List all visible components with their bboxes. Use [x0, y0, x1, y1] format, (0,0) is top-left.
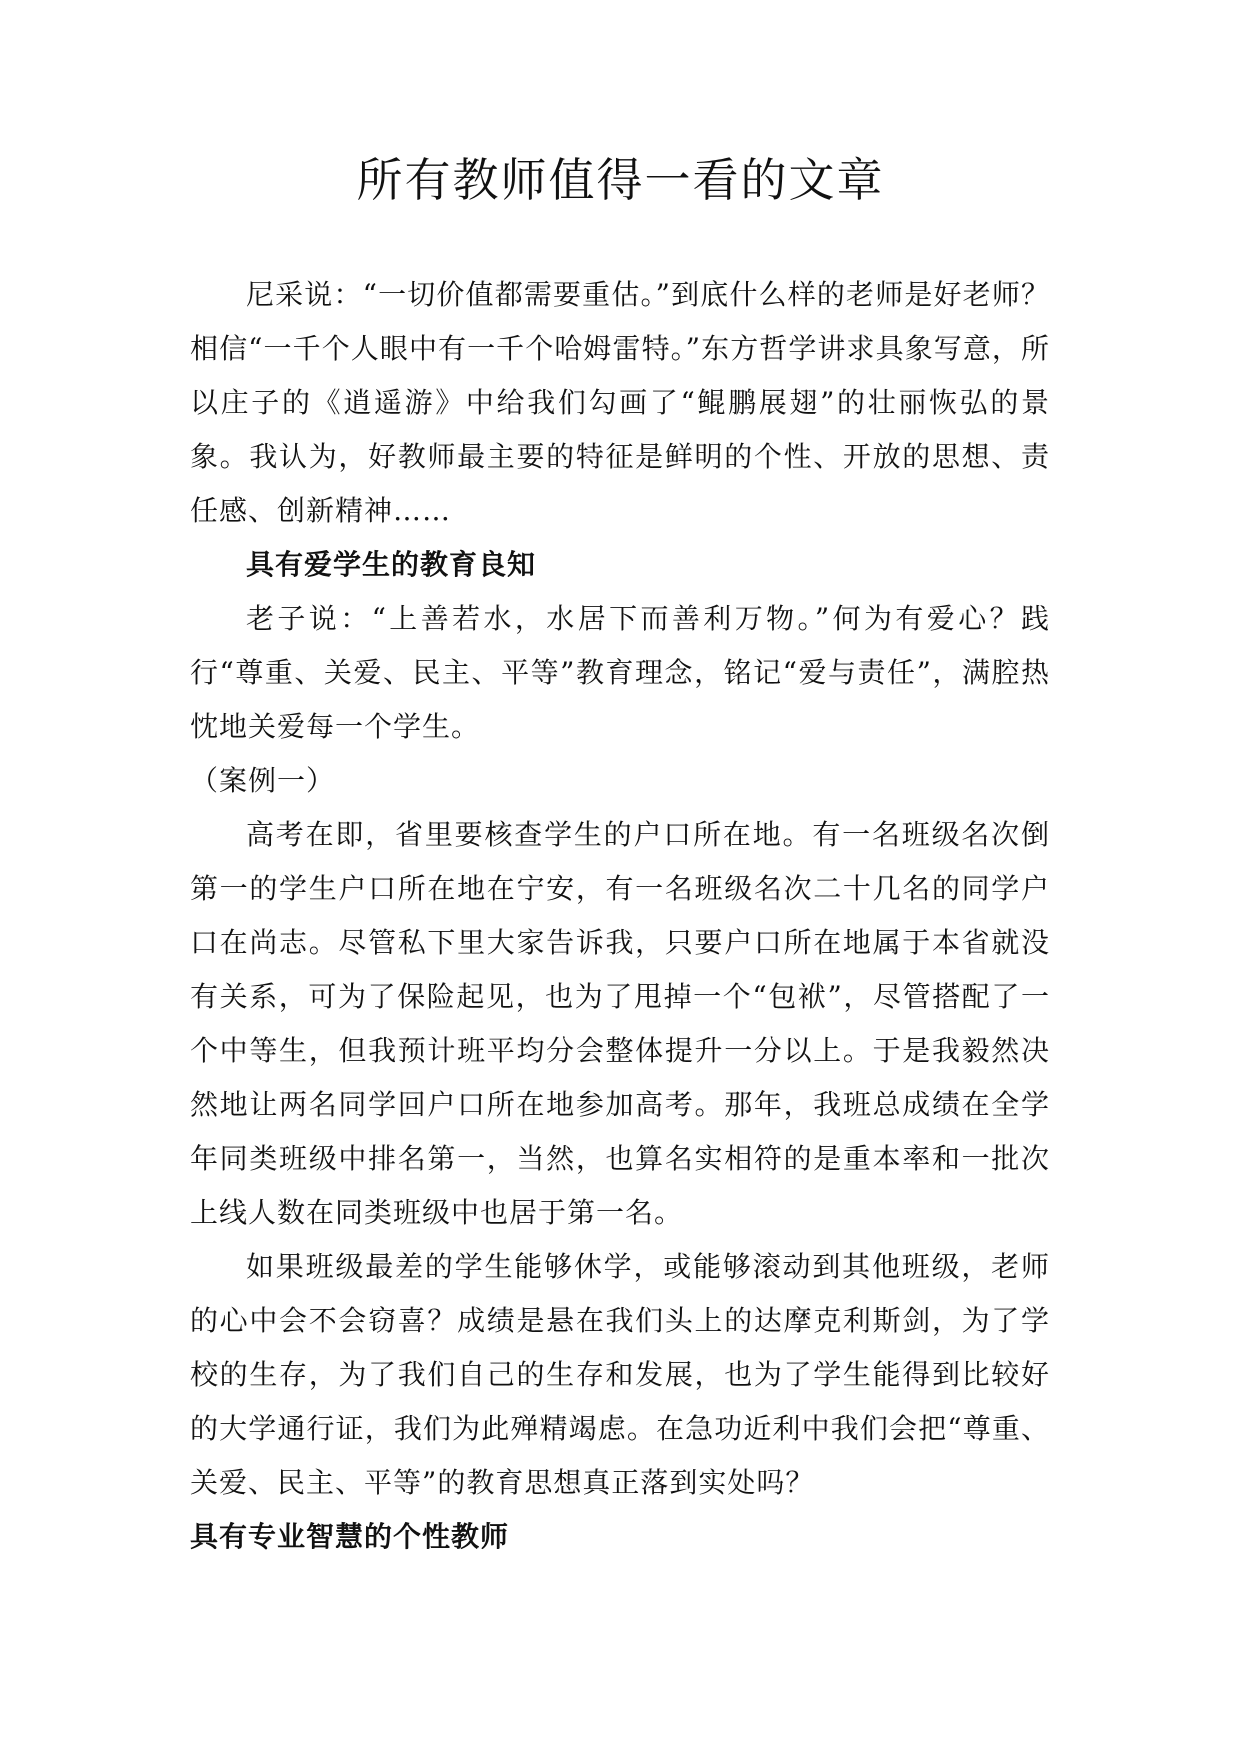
section-heading-professional-wisdom: 具有专业智慧的个性教师: [190, 1520, 510, 1553]
intro-paragraph: 尼采说：“一切价值都需要重估。”到底什么样的老师是好老师？相信“一千个人眼中有一千个哈姆雷特。”东方哲学讲求具象写意，所以庄子的《逍遥游》中给我们勾画了“鲲鹏展翅”的壮丽恢弘的景象。我认为，好教师最主要的特征是鲜明的个性、开放的思想、责任感、创新精神……: [190, 278, 1050, 527]
case-paragraph: 高考在即，省里要核查学生的户口所在地。有一名班级名次倒第一的学生户口所在地在宁安，有一名班级名次二十几名的同学户口在尚志。尽管私下里大家告诉我，只要户口所在地属于本省就没有关系，可为了保险起见，也为了甩掉一个“包袱”，尽管搭配了一个中等生，但我预计班平均分会整体提升一分以上。于是我毅然决然地让两名同学回户口所在地参加高考。那年，我班总成绩在全学年同类班级中排名第一，当然，也算名实相符的是重本率和一批次上线人数在同类班级中也居于第一名。: [190, 818, 1050, 1229]
reflection-paragraph: 如果班级最差的学生能够休学，或能够滚动到其他班级，老师的心中会不会窃喜？成绩是悬在我们头上的达摩克利斯剑，为了学校的生存，为了我们自己的生存和发展，也为了学生能得到比较好的大学通行证，我们为此殚精竭虑。在急功近利中我们会把“尊重、关爱、民主、平等”的教育思想真正落到实处吗？: [190, 1250, 1050, 1499]
section-heading-love-students: 具有爱学生的教育良知: [246, 548, 537, 581]
document-title: 所有教师值得一看的文章: [356, 153, 885, 207]
laozi-paragraph: 老子说：“上善若水，水居下而善利万物。”何为有爱心？践行“尊重、关爱、民主、平等”教育理念，铭记“爱与责任”，满腔热忱地关爱每一个学生。: [190, 602, 1050, 743]
case-label: （案例一）: [190, 764, 336, 797]
document-body: [190, 268, 1050, 1564]
